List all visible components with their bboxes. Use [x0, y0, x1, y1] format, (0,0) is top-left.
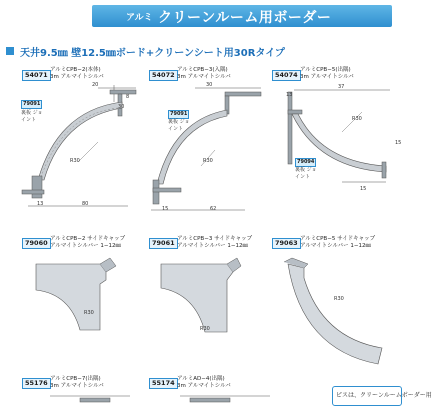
- profile-drawing-ad4: [150, 390, 270, 408]
- product-name: アルミCPB−5(出隅): [300, 67, 351, 73]
- section-heading: [6, 44, 285, 58]
- product-code: 55176: [22, 378, 51, 389]
- dim: 80: [82, 201, 89, 207]
- dim: 13: [37, 201, 44, 207]
- title-bar: [92, 5, 392, 27]
- dim: 15: [395, 140, 402, 146]
- dim: 30: [206, 82, 213, 88]
- part-tag: 79094: [297, 159, 315, 165]
- part-tag-label: 裏板 ジョイント: [295, 167, 317, 180]
- dim: R30: [70, 158, 80, 164]
- product-sub: アルマイトシルバー 1−12㎜: [300, 243, 372, 249]
- product-sub: アルマイトシルバー 1−12㎜: [50, 243, 122, 249]
- product-name: アルミCPB−3 サイドキャップ: [177, 236, 253, 242]
- product-name: アルミAD−4(出隅): [177, 376, 225, 382]
- part-tag-label: 裏板 ジョイント: [168, 119, 190, 132]
- product-sub: 3m アルマイトシルバ: [50, 383, 104, 389]
- product-name: アルミCPB−5 サイドキャップ: [300, 236, 376, 242]
- dim: 15: [162, 206, 169, 212]
- title-sub: アルミ: [126, 13, 153, 23]
- side-cap-drawing: [30, 258, 120, 338]
- product-code: 54072: [149, 70, 178, 81]
- product-code: 54071: [22, 70, 51, 81]
- part-tag: 79091: [170, 111, 188, 117]
- product-name: アルミCPB−2 サイドキャップ: [50, 236, 126, 242]
- dim: 13: [286, 92, 293, 98]
- section-title: 天井9.5㎜ 壁12.5㎜ボード+クリーンシート用30Rタイプ: [20, 47, 285, 59]
- product-code: 79060: [22, 238, 51, 249]
- dim: 62: [210, 206, 217, 212]
- product-sub: 3m アルマイトシルバ: [300, 74, 354, 80]
- dim: 15: [360, 186, 367, 192]
- dim: R30: [352, 116, 362, 122]
- product-sub: アルマイトシルバー 1−12㎜: [177, 243, 249, 249]
- product-sub: 3m アルマイトシルバ: [177, 74, 231, 80]
- dim: R30: [203, 158, 213, 164]
- footer-note: ピスは、クリーンルームボーダー用: [332, 386, 402, 406]
- product-name: アルミCPB−7(出隅): [50, 376, 101, 382]
- product-code: 79063: [272, 238, 301, 249]
- profile-drawing-cpb3: [145, 80, 265, 215]
- product-code: 54074: [272, 70, 301, 81]
- part-tag-label: 裏板 ジョイント: [21, 110, 43, 123]
- part-tag: 79091: [23, 101, 41, 107]
- product-name: アルミCPB−2(本体): [50, 67, 101, 73]
- side-cap-drawing: [282, 258, 392, 368]
- dim: 8: [126, 94, 130, 100]
- dim: R30: [334, 296, 344, 302]
- product-name: アルミCPB−3(入隅): [177, 67, 228, 73]
- section-square-icon: [6, 47, 14, 55]
- dim: 20: [92, 82, 99, 88]
- product-code: 79061: [149, 238, 178, 249]
- product-code: 55174: [149, 378, 178, 389]
- product-sub: 3m アルマイトシルバ: [177, 383, 231, 389]
- dim: R30: [200, 326, 210, 332]
- dim: 37: [338, 84, 345, 90]
- dim: R30: [84, 310, 94, 316]
- page-title: クリーンルーム用ボーダー: [158, 10, 332, 26]
- product-sub: 3m アルマイトシルバ: [50, 74, 104, 80]
- profile-drawing-cpb7: [20, 390, 130, 408]
- dim: 30: [118, 104, 125, 110]
